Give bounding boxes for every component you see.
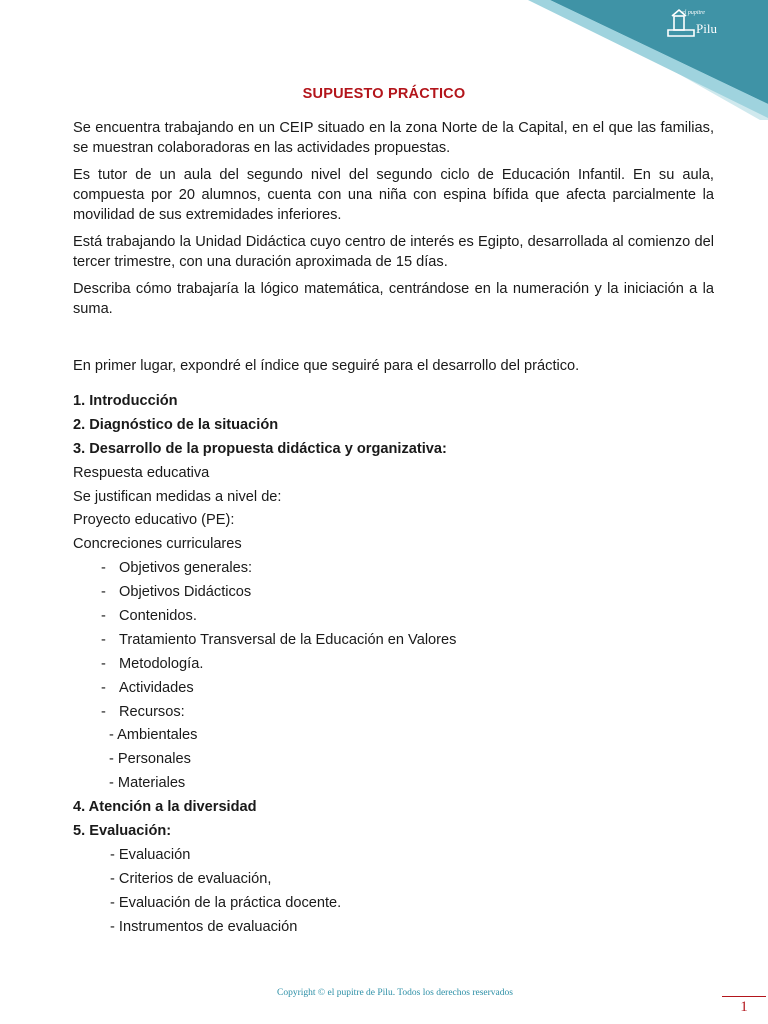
- logo-small-text: el pupitre: [682, 10, 705, 16]
- index-bullet-text: Tratamiento Transversal de la Educación en Valores: [119, 631, 457, 648]
- intro-section: [73, 118, 714, 326]
- index-bullet: - Tratamiento Transversal de la Educación en Valores: [101, 631, 457, 648]
- index-subitem: - Instrumentos de evaluación: [110, 918, 298, 935]
- index-line: Respuesta educativa: [73, 464, 210, 481]
- lead-paragraph: En primer lugar, expondré el índice que seguiré para el desarrollo del práctico.: [73, 358, 580, 374]
- index-subitem: - Criterios de evaluación,: [110, 870, 272, 887]
- index-subitem: - Personales: [109, 751, 191, 768]
- paragraph: Se encuentra trabajando en un CEIP situado en la zona Norte de la Capital, en el que las familias, se muestran colaboradoras en las actividades propuestas.: [73, 120, 714, 156]
- index-list: [73, 390, 456, 939]
- index-line: Concreciones curriculares: [73, 536, 242, 553]
- index-bullet: - Metodología.: [101, 655, 204, 672]
- index-heading: 2. Diagnóstico de la situación: [73, 416, 279, 433]
- index-bullet-text: Metodología.: [119, 655, 204, 672]
- page-title: SUPUESTO PRÁCTICO: [302, 86, 466, 102]
- index-bullet: - Recursos:: [101, 703, 185, 720]
- index-heading: 1. Introducción: [73, 393, 178, 409]
- page-number: 1: [722, 996, 766, 1016]
- copyright-footer: Copyright © el pupitre de Pilu. Todos los derechos reservados: [277, 988, 513, 998]
- index-bullet: - Objetivos generales:: [101, 560, 253, 577]
- paragraph: Está trabajando la Unidad Didáctica cuyo centro de interés es Egipto, desarrollada al comienzo del tercer trimestre, con una duración aproximada de 15 días.: [73, 234, 714, 270]
- index-line: Se justifican medidas a nivel de:: [73, 488, 282, 505]
- paragraph: Describa cómo trabajaría la lógico matemática, centrándose en la numeración y la iniciación a la suma.: [73, 281, 714, 317]
- index-bullet-text: Actividades: [119, 679, 194, 696]
- index-bullet-text: Objetivos generales:: [119, 560, 253, 577]
- index-line: Proyecto educativo (PE):: [73, 512, 235, 529]
- index-heading: 5. Evaluación:: [73, 823, 172, 840]
- index-bullet-text: Contenidos.: [119, 608, 197, 625]
- index-heading: 4. Atención a la diversidad: [73, 799, 257, 816]
- corner-decoration: [468, 0, 768, 120]
- index-bullet-text: Recursos:: [119, 703, 185, 720]
- index-subitem: - Evaluación: [110, 846, 191, 863]
- index-bullet-text: Objetivos Didácticos: [119, 584, 252, 601]
- index-subitem: - Evaluación de la práctica docente.: [110, 894, 342, 911]
- index-bullet: - Objetivos Didácticos: [101, 584, 252, 601]
- index-subitem: - Ambientales: [109, 727, 198, 744]
- index-bullet: - Actividades: [101, 679, 194, 696]
- logo-name-text: Pilu: [696, 21, 717, 36]
- index-subitem: - Materiales: [109, 775, 186, 792]
- paragraph: Es tutor de un aula del segundo nivel del segundo ciclo de Educación Infantil. En su aula, compuesta por 20 alumnos, cuenta con una niña con espina bífida que afecta parcialmente la movilidad de sus extremidades inferiores.: [73, 167, 714, 223]
- index-heading: 3. Desarrollo de la propuesta didáctica y organizativa:: [73, 440, 447, 457]
- index-bullet: - Contenidos.: [101, 608, 197, 625]
